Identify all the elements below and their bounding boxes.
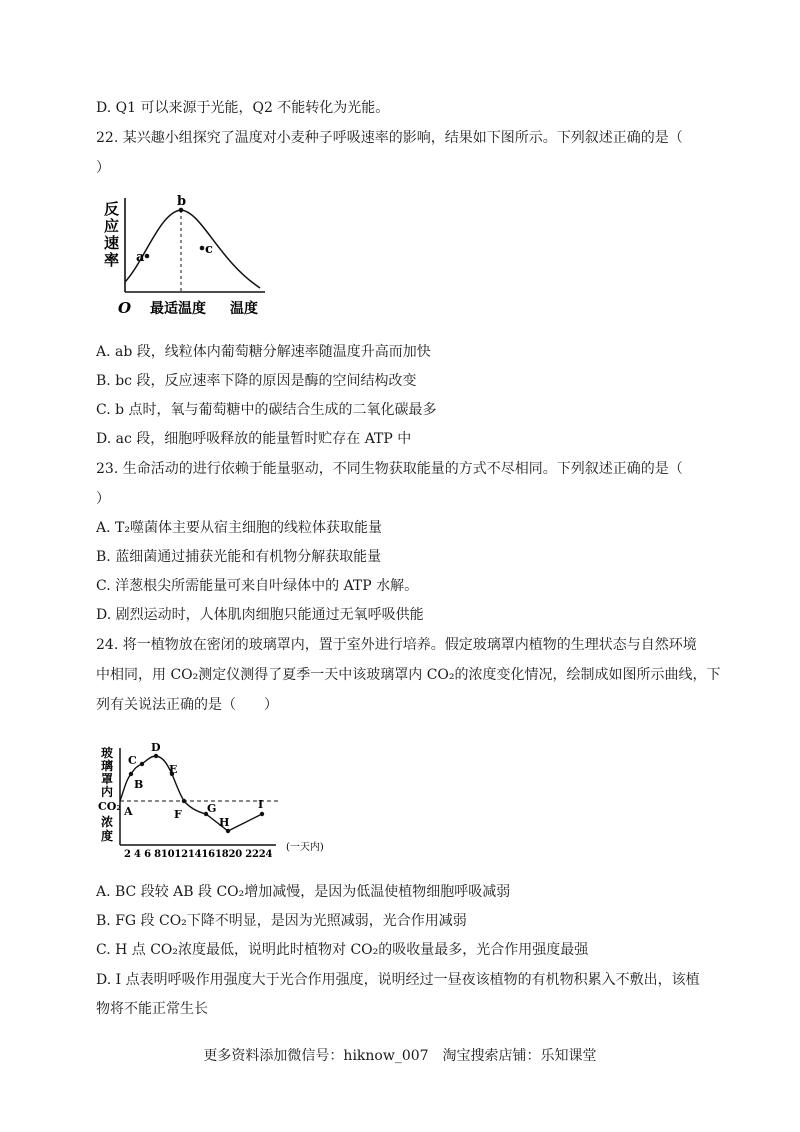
q22-origin-label: O <box>118 299 132 317</box>
q24-point-d-label: D <box>151 741 161 754</box>
q22-point-c-label: c <box>205 242 213 257</box>
q22-point-c <box>200 246 205 251</box>
q24-point-f <box>182 799 186 803</box>
page-footer: 更多资料添加微信号：hiknow_007 淘宝搜索店铺：乐知课堂 <box>203 1048 597 1064</box>
q23-option-b: B. 蓝细菌通过捕获光能和有机物分解获取能量 <box>96 549 382 565</box>
q23-option-a: A. T₂噬菌体主要从宿主细胞的线粒体获取能量 <box>96 520 382 536</box>
q23-option-d: D. 剧烈运动时，人体肌肉细胞只能通过无氧呼吸供能 <box>96 607 424 623</box>
q22-option-d: D. ac 段，细胞呼吸释放的能量暂时贮存在 ATP 中 <box>96 431 412 447</box>
q22-ylabel-char: 反 <box>104 200 120 218</box>
q24-ylabel-char: 度 <box>101 829 114 843</box>
q24-stem-line-2: 中相同，用 CO₂测定仪测得了夏季一天中该玻璃罩内 CO₂的浓度变化情况，绘制成如图所示曲线，下 <box>96 667 721 683</box>
q22-rate-temperature-figure <box>100 190 280 325</box>
q22-point-a <box>145 254 150 259</box>
q23-option-c: C. 洋葱根尖所需能量可来自叶绿体中的 ATP 水解。 <box>96 578 419 594</box>
q22-ylabel-char: 应 <box>104 217 120 235</box>
q22-xlabel: 温度 <box>230 301 258 317</box>
q24-option-d-line-2: 物将不能正常生长 <box>96 1001 208 1017</box>
q24-point-e-label: E <box>169 763 178 776</box>
q22-point-a-label: a <box>136 250 145 265</box>
q24-stem-line-3: 列有关说法正确的是（ ） <box>96 697 278 713</box>
q22-rate-curve <box>125 210 260 288</box>
q24-x-unit-label: (一天内) <box>286 842 324 853</box>
q24-point-c <box>140 762 144 766</box>
q24-point-d <box>154 754 158 758</box>
q24-ylabel-char: 玻 <box>101 746 114 760</box>
q22-option-c: C. b 点时，氧与葡萄糖中的碳结合生成的二氧化碳最多 <box>96 402 437 418</box>
q24-point-i-label: I <box>258 798 264 811</box>
q24-point-b-label: B <box>134 778 144 791</box>
q24-point-h-label: H <box>219 816 230 829</box>
q24-option-c: C. H 点 CO₂浓度最低，说明此时植物对 CO₂的吸收量最多，光合作用强度最强 <box>96 942 589 958</box>
q24-stem-line-1: 24. 将一植物放在密闭的玻璃罩内，置于室外进行培养。假定玻璃罩内植物的生理状态与自然环境 <box>96 637 697 653</box>
q21-option-d: D. Q1 可以来源于光能，Q2 不能转化为光能。 <box>96 100 390 116</box>
q22-stem-line-1: 22. 某兴趣小组探究了温度对小麦种子呼吸速率的影响，结果如下图所示。下列叙述正确的是（ <box>96 130 683 146</box>
q24-option-d: D. I 点表明呼吸作用强度大于光合作用强度，说明经过一昼夜该植物的有机物积累入不敷出，该植 <box>96 972 700 988</box>
q22-stem-line-2: ） <box>96 160 110 176</box>
q24-option-b: B. FG 段 CO₂下降不明显，是因为光照减弱，光合作用减弱 <box>96 913 467 929</box>
q22-option-a: A. ab 段，线粒体内葡萄糖分解速率随温度升高而加快 <box>96 344 431 360</box>
q24-co2-concentration-figure <box>98 740 348 862</box>
q22-point-b-label: b <box>177 194 187 209</box>
q24-point-a-label: A <box>124 805 133 818</box>
q24-ylabel-char: CO₂ <box>98 800 122 813</box>
q24-point-c-label: C <box>128 754 137 767</box>
q24-point-h <box>226 829 230 833</box>
q24-ylabel-char: 罩 <box>101 772 114 786</box>
q24-option-a: A. BC 段较 AB 段 CO₂增加减慢，是因为低温使植物细胞呼吸减弱 <box>96 884 511 900</box>
q22-optimum-label: 最适温度 <box>150 301 206 317</box>
q24-point-i <box>260 812 264 816</box>
q24-ylabel-char: 浓 <box>101 815 114 829</box>
q24-point-b <box>129 772 133 776</box>
q24-x-tick-labels: 2 4 6 8101214161820 2224 <box>124 849 273 860</box>
q24-ylabel-char: 内 <box>101 785 114 799</box>
q22-option-b: B. bc 段，反应速率下降的原因是酶的空间结构改变 <box>96 373 417 389</box>
q23-stem-line-2: ） <box>96 491 110 507</box>
q24-ylabel-char: 璃 <box>101 759 114 773</box>
q22-ylabel-char: 速 <box>104 234 120 252</box>
q22-ylabel-char: 率 <box>104 251 120 269</box>
q24-point-f-label: F <box>174 808 182 821</box>
q24-co2-curve <box>120 756 262 831</box>
q24-point-g-label: G <box>207 802 217 815</box>
q23-stem-line-1: 23. 生命活动的进行依赖于能量驱动，不同生物获取能量的方式不尽相同。下列叙述正确的是（ <box>96 461 683 477</box>
